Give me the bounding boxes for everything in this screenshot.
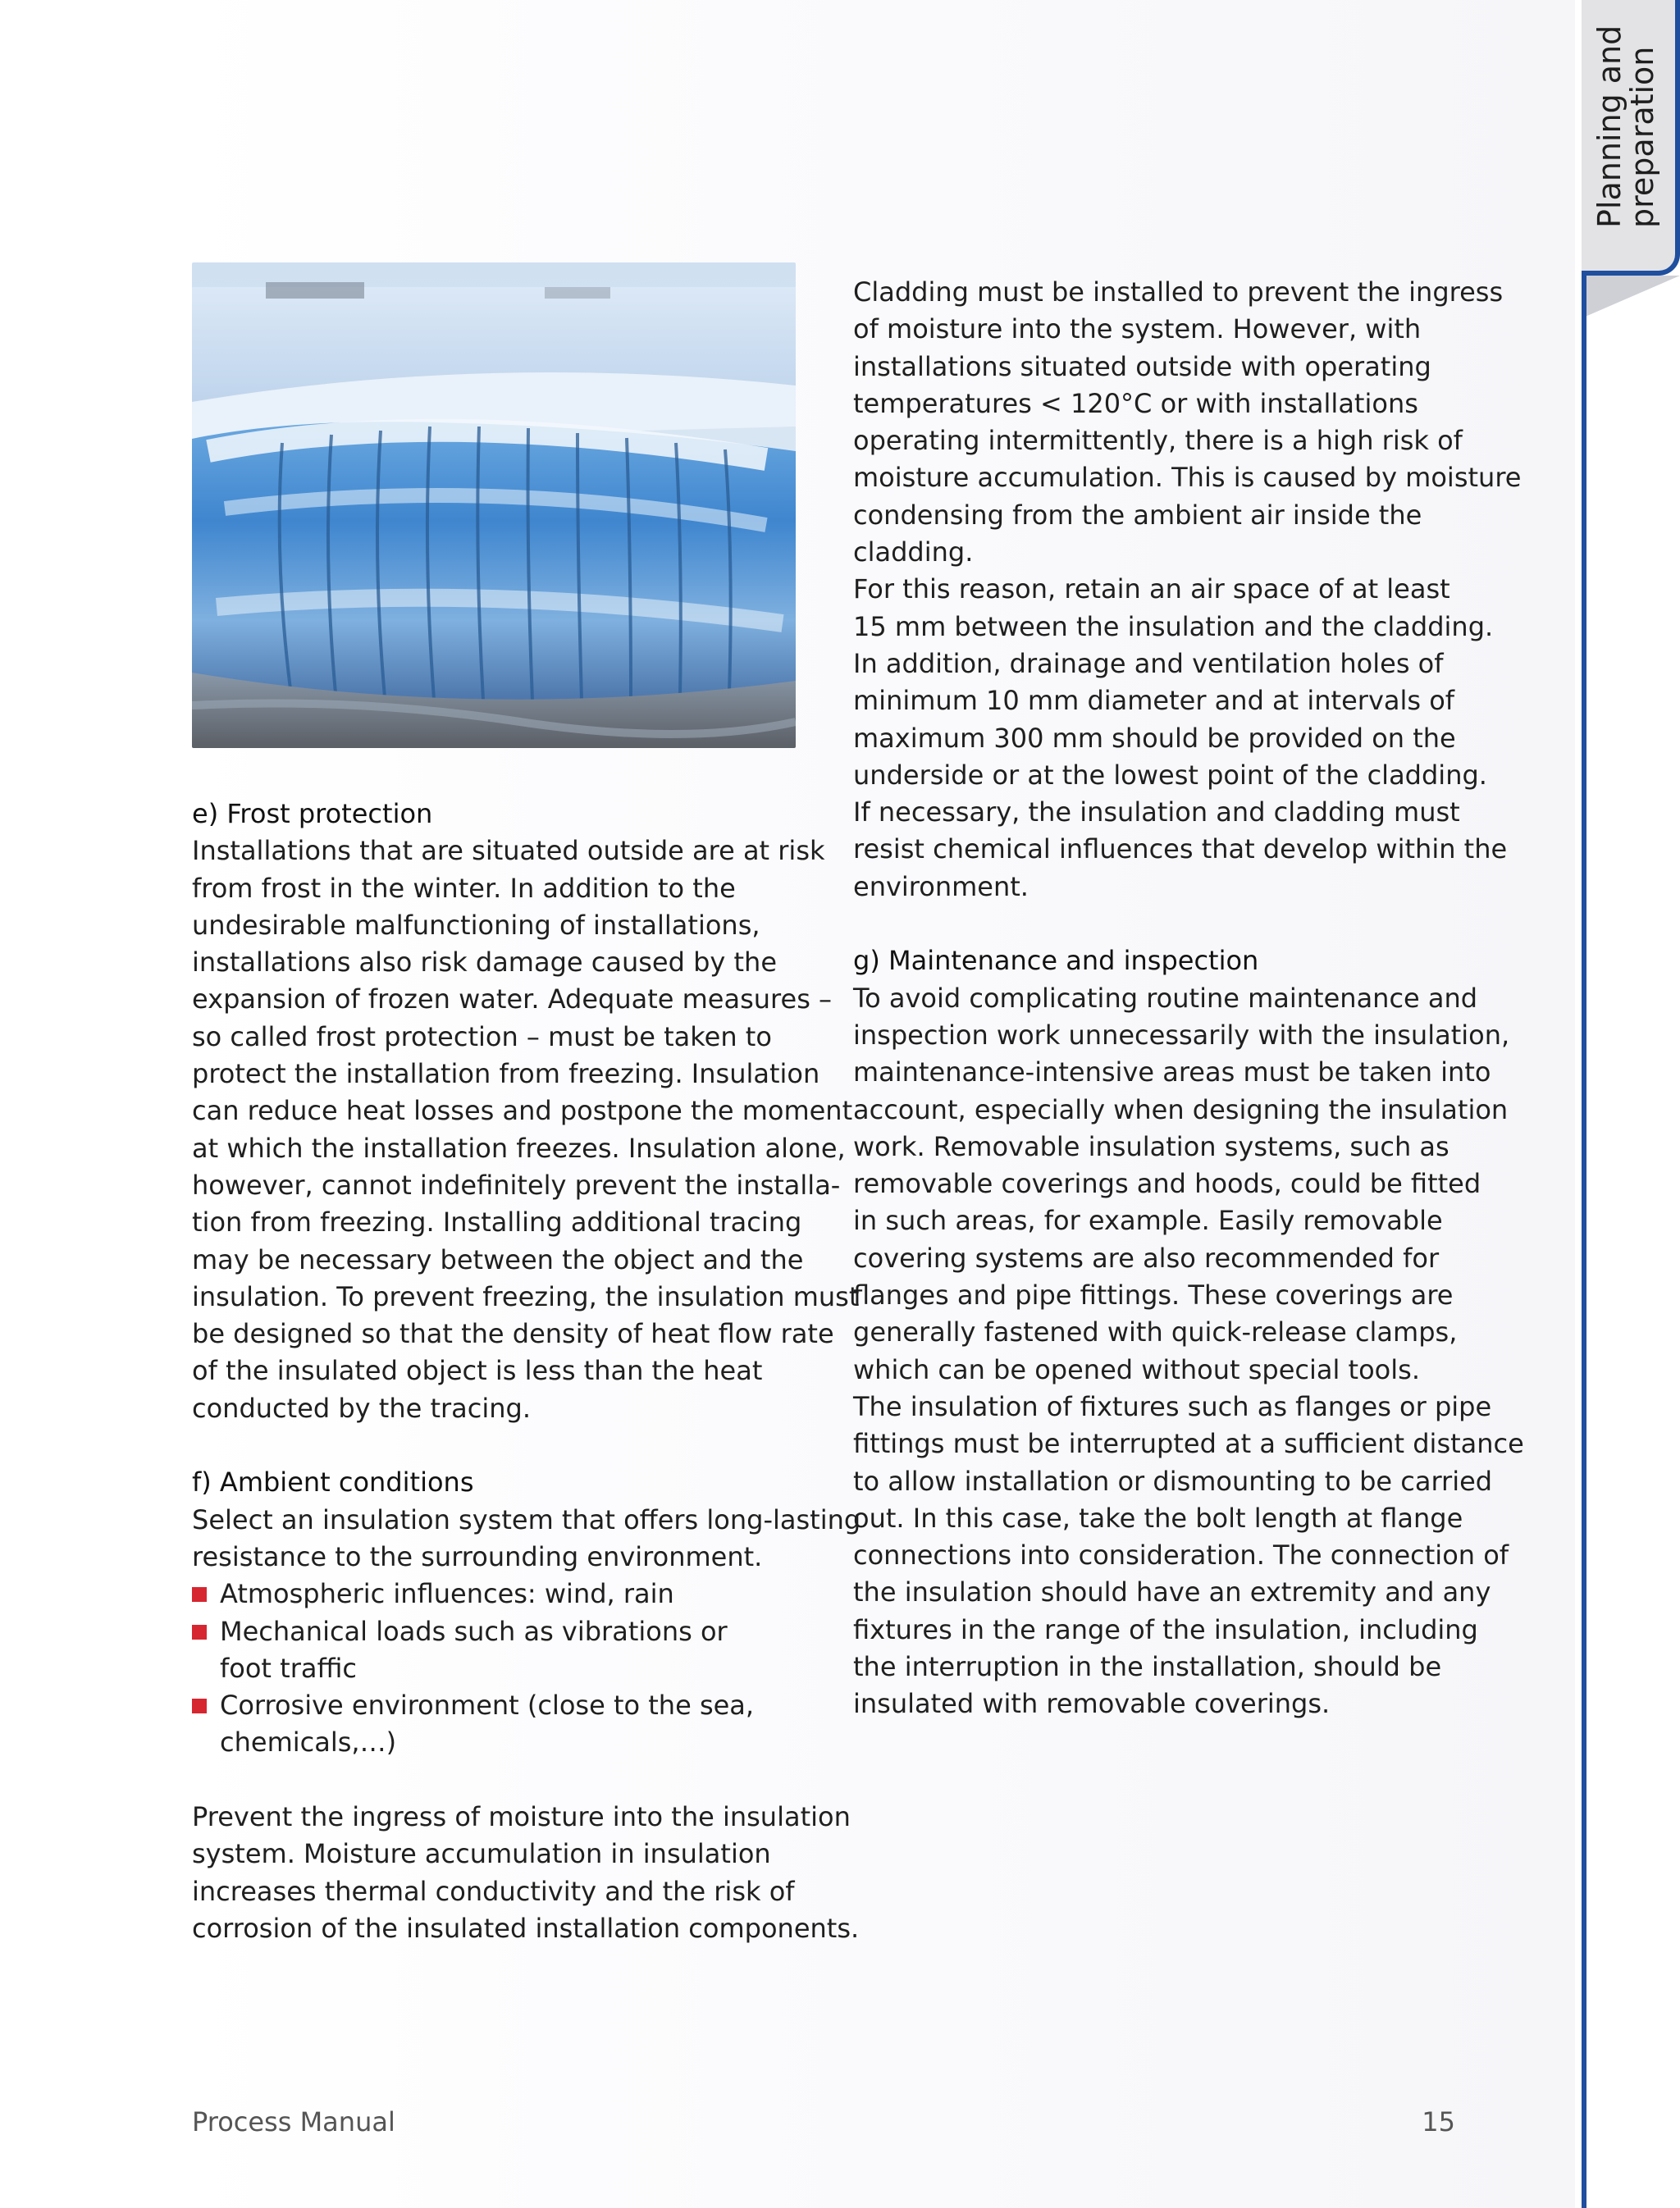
text-line: so called frost protection – must be taken to [192,1020,772,1052]
text-line: corrosion of the insulated installation components. [192,1912,860,1944]
section-tab-line-1: Planning and [1591,25,1628,228]
text-line: be designed so that the density of heat flow rate [192,1318,834,1350]
text-line: system. Moisture accumulation in insulation [192,1838,771,1870]
text-line: insulated with removable coverings. [853,1688,1331,1720]
footer-title: Process Manual [192,2106,395,2137]
text-line: maintenance-intensive areas must be taken into [853,1056,1491,1088]
bullet-square-icon [192,1699,207,1713]
text-line: maximum 300 mm should be provided on the [853,722,1456,754]
text-line: can reduce heat losses and postpone the moment [192,1095,853,1127]
text-line: fixtures in the range of the insulation, including [853,1613,1478,1645]
page-number: 15 [1422,2106,1455,2137]
text-line: moisture accumulation. This is caused by moisture [853,462,1522,494]
text-line: resistance to the surrounding environment. [192,1540,763,1572]
text-line: fittings must be interrupted at a sufficient distance [853,1428,1524,1460]
left-column [192,796,861,1947]
text-line: of the insulated object is less than the heat [192,1355,763,1387]
text-line: expansion of frozen water. Adequate measures – [192,983,833,1015]
right-margin-rule [1582,276,1586,2208]
text-line: For this reason, retain an air space of at least [853,573,1450,605]
text-line: The insulation of fixtures such as flanges or pipe [853,1390,1492,1422]
bullet-square-icon [192,1625,207,1640]
text-line: inspection work unnecessarily with the insulation, [853,1019,1510,1051]
text-line: Select an insulation system that offers long-lasting [192,1503,861,1535]
text-line: increases thermal conductivity and the risk of [192,1875,795,1907]
text-line: Prevent the ingress of moisture into the insulation [192,1801,851,1833]
text-line: tion from freezing. Installing additional tracing [192,1207,802,1239]
text-line: environment. [853,870,1029,902]
text-line: undesirable malfunctioning of installations, [192,909,760,941]
heading-frost-protection: e) Frost protection [192,798,433,829]
bullet-text: chemicals,…) [220,1727,397,1759]
text-line: Cladding must be installed to prevent the ingress [853,276,1504,308]
text-line: removable coverings and hoods, could be fitted [853,1168,1481,1200]
bullet-text: foot traffic [220,1652,357,1684]
spacer [192,1762,861,1799]
text-line: resist chemical influences that develop within the [853,833,1508,865]
bullet-item [192,1613,861,1688]
text-line: If necessary, the insulation and cladding must [853,796,1460,828]
bullet-square-icon [192,1587,207,1602]
heading-ambient-conditions: f) Ambient conditions [192,1467,474,1499]
spacer [192,1427,861,1464]
section-tab-line-2: preparation [1624,46,1660,228]
text-line: conducted by the tracing. [192,1392,532,1424]
text-line: account, especially when designing the insulation [853,1093,1509,1125]
bullet-item [192,1687,861,1762]
text-line: Installations that are situated outside are at risk [192,835,825,867]
right-column [853,274,1524,1723]
text-line: the insulation should have an extremity and any [853,1576,1491,1608]
text-line: which can be opened without special tools. [853,1353,1420,1385]
text-line: to allow installation or dismounting to be carried [853,1465,1493,1497]
section-tab-label [1593,25,1659,228]
text-line: may be necessary between the object and the [192,1243,804,1275]
text-line: of moisture into the system. However, with [853,313,1422,345]
text-line: generally fastened with quick-release clamps, [853,1316,1458,1348]
text-line: installations also risk damage caused by the [192,947,778,979]
text-line: at which the installation freezes. Insulation alone, [192,1132,846,1164]
text-line: temperatures < 120°C or with installations [853,387,1418,419]
text-line: underside or at the lowest point of the cladding. [853,759,1487,791]
text-line: 15 mm between the insulation and the cladding. [853,610,1494,642]
text-line: in such areas, for example. Easily removable [853,1205,1443,1237]
text-line: the interruption in the installation, should be [853,1650,1442,1682]
photo-illustration [192,262,796,748]
spacer [853,906,1524,942]
text-line: minimum 10 mm diameter and at intervals of [853,685,1455,717]
text-line: cladding. [853,536,974,568]
text-line: condensing from the ambient air inside the [853,499,1422,531]
bullet-text: Mechanical loads such as vibrations or [220,1615,728,1647]
text-line: insulation. To prevent freezing, the insulation must [192,1280,860,1312]
text-line: out. In this case, take the bolt length at flange [853,1502,1463,1534]
heading-maintenance-inspection: g) Maintenance and inspection [853,945,1259,977]
bullet-item [192,1576,861,1613]
bullet-text: Atmospheric influences: wind, rain [220,1578,674,1610]
text-line: installations situated outside with operating [853,350,1431,382]
section-tab-corner [1582,276,1680,318]
text-line: flanges and pipe fittings. These coverings are [853,1280,1454,1312]
text-line: To avoid complicating routine maintenance and [853,982,1478,1014]
text-line: from frost in the winter. In addition to the [192,872,736,904]
text-line: In addition, drainage and ventilation holes of [853,647,1444,679]
insulated-pipe-snow-photo [192,262,796,748]
text-line: connections into consideration. The connection of [853,1540,1509,1572]
bullet-text: Corrosive environment (close to the sea, [220,1690,755,1722]
text-line: covering systems are also recommended for [853,1242,1440,1274]
text-line: work. Removable insulation systems, such as [853,1130,1449,1162]
text-line: however, cannot indefinitely prevent the installa- [192,1169,841,1201]
text-line: operating intermittently, there is a high risk of [853,425,1463,457]
text-line: protect the installation from freezing. Insulation [192,1058,820,1090]
